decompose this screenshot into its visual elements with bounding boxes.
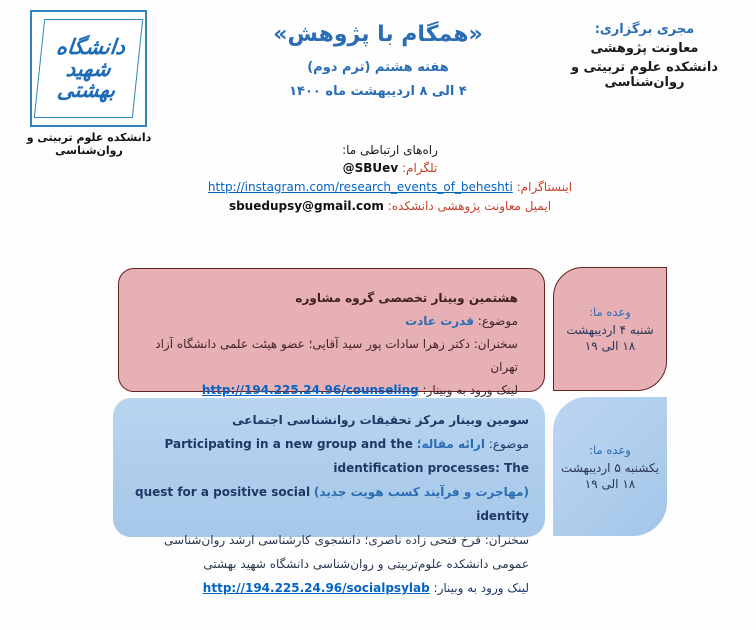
event-link-line bbox=[127, 576, 529, 600]
week-subtitle: هفته هشتم (ترم دوم) bbox=[307, 60, 449, 75]
logo-word-2: شهید bbox=[64, 55, 113, 81]
event-card-counseling bbox=[118, 268, 545, 397]
event-topic-line bbox=[137, 310, 518, 333]
webinar-link-socialpsy[interactable]: http://194.225.24.96/socialpsylab bbox=[202, 581, 430, 595]
organizer-line-2: دانشکده علوم تربیتی و روان‌شناسی bbox=[570, 60, 719, 90]
topic-value: قدرت عادت bbox=[405, 314, 474, 328]
organizer-label: مجری برگزاری: bbox=[594, 22, 695, 37]
link-label: لینک ورود به وبینار: bbox=[433, 581, 529, 595]
email-value: sbuedupsy@gmail.com bbox=[228, 199, 384, 213]
contact-block bbox=[110, 143, 670, 218]
organizer-line-1: معاونت پژوهشی bbox=[590, 41, 699, 56]
email-label: ایمیل معاونت پژوهشی دانشکده: bbox=[387, 199, 552, 213]
university-logo-calligraphy bbox=[34, 19, 143, 118]
instagram-line bbox=[110, 180, 670, 194]
schedule-label: وعده ما: bbox=[589, 305, 631, 319]
schedule-day: یکشنبه ۵ اردیبهشت bbox=[561, 460, 659, 475]
telegram-line bbox=[110, 161, 670, 175]
topic-label: موضوع: bbox=[488, 437, 529, 451]
schedule-box-socialpsy bbox=[553, 397, 667, 536]
topic-english-part-2: quest for a positive social identity bbox=[135, 485, 529, 523]
telegram-handle: @SBUev bbox=[342, 161, 399, 175]
event-topic-line-2 bbox=[127, 480, 529, 528]
schedule-day: شنبه ۴ اردیبهشت bbox=[566, 323, 654, 337]
email-line bbox=[110, 199, 670, 213]
instagram-link[interactable]: http://instagram.com/research_events_of_beheshti bbox=[207, 180, 513, 194]
date-range: ۴ الی ۸ اردیبهشت ماه ۱۴۰۰ bbox=[289, 84, 467, 99]
telegram-label: تلگرام: bbox=[401, 161, 438, 175]
event-topic-line-1 bbox=[127, 432, 529, 480]
schedule-time: ۱۸ الی ۱۹ bbox=[584, 339, 636, 353]
instagram-label: اینستاگرام: bbox=[516, 180, 573, 194]
schedule-time: ۱۸ الی ۱۹ bbox=[584, 476, 636, 491]
event-speaker: سخنران: فرخ فتحی زاده ناصری؛ دانشجوی کارشناسی ارشد روان‌شناسی عمومی دانشکده علوم‌تربیتی و روان‌شناسی دانشگاه شهید بهشتی bbox=[164, 533, 529, 571]
topic-english-part-1: Participating in a new group and the identification processes: The bbox=[164, 437, 529, 475]
topic-intro: ارائه مقاله؛ bbox=[416, 437, 485, 451]
schedule-label: وعده ما: bbox=[589, 442, 631, 457]
topic-persian-parens: (مهاجرت و فرآیند کسب هویت جدید) bbox=[313, 485, 529, 499]
logo-word-1: دانشگاه bbox=[55, 34, 127, 60]
link-label: لینک ورود به وبینار: bbox=[422, 383, 518, 397]
event-title: سومین وبینار مرکز تحقیقات روانشناسی اجتماعی bbox=[232, 413, 529, 427]
event-title: هشتمین وبینار تخصصی گروه مشاوره bbox=[295, 291, 518, 305]
contact-heading: راه‌های ارتباطی ما: bbox=[342, 143, 438, 157]
organizer-block bbox=[537, 22, 752, 94]
university-logo bbox=[30, 10, 147, 127]
event-card-socialpsy bbox=[113, 398, 545, 595]
page-title: «همگام با پژوهش» bbox=[273, 22, 483, 47]
event-speaker: سخنران: دکتر زهرا سادات پور سید آقایی؛ عضو هیئت علمی دانشگاه آزاد تهران bbox=[155, 337, 518, 374]
logo-caption: دانشکده علوم تربیتی و روان‌شناسی bbox=[26, 131, 152, 157]
topic-label: موضوع: bbox=[477, 314, 518, 328]
webinar-link-counseling[interactable]: http://194.225.24.96/counseling bbox=[201, 383, 419, 397]
logo-word-3: بهشتی bbox=[55, 77, 117, 103]
schedule-box-counseling bbox=[553, 267, 667, 391]
